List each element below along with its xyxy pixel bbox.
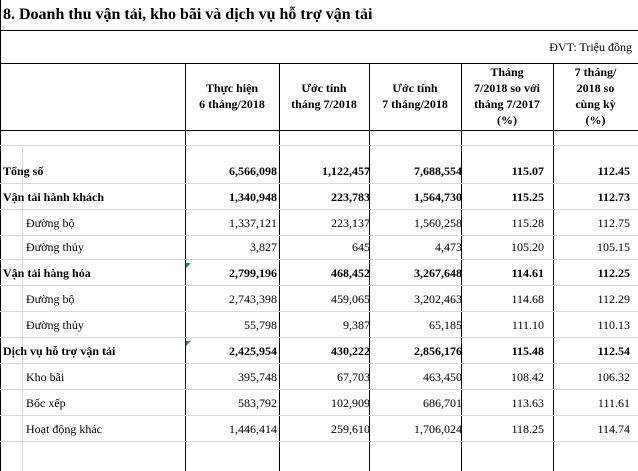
row-label: Bốc xếp	[26, 396, 66, 410]
cell-comment-marker	[186, 263, 191, 268]
row-label: Tổng số	[3, 164, 44, 178]
table-row	[0, 418, 638, 441]
row-label: Vận tải hàng hóa	[3, 266, 91, 280]
cell-value: 65,185	[429, 318, 462, 332]
cell-value: 112.25	[597, 266, 630, 280]
row-label: Kho bãi	[26, 370, 65, 384]
cell-value: 463,450	[423, 370, 462, 384]
cell-value: 112.73	[597, 190, 630, 204]
cell-value: 2,799,196	[229, 266, 277, 280]
column-header: Ước tính tháng 7/2018	[291, 81, 357, 111]
cell-value: 3,827	[250, 240, 277, 254]
cell-value: 1,706,024	[414, 422, 462, 436]
cell-value: 67,703	[337, 370, 370, 384]
grid-line	[0, 183, 638, 184]
cell-value: 3,202,463	[414, 292, 462, 306]
table-title: 8. Doanh thu vận tải, kho bãi và dịch vụ hỗ trợ vận tải	[3, 6, 373, 23]
cell-value: 118.25	[511, 422, 544, 436]
cell-value: 9,387	[343, 318, 370, 332]
table-row	[0, 186, 638, 209]
cell-value: 430,222	[331, 344, 370, 358]
table-row	[0, 314, 638, 337]
grid-line	[0, 441, 638, 442]
border-header-bottom	[0, 130, 638, 131]
cell-value: 686,701	[423, 396, 462, 410]
cell-value: 111.10	[511, 318, 544, 332]
column-header: Tháng 7/2018 so với tháng 7/2017 (%)	[474, 65, 540, 127]
cell-value: 583,792	[238, 396, 277, 410]
cell-value: 115.28	[511, 216, 544, 230]
table-row	[0, 262, 638, 285]
cell-value: 114.68	[511, 292, 544, 306]
row-label: Vận tải hành khách	[3, 190, 105, 204]
row-label: Đường thủy	[26, 240, 84, 254]
row-label: Dịch vụ hỗ trợ vận tải	[3, 344, 116, 358]
cell-value: 105.20	[511, 240, 544, 254]
cell-value: 110.13	[597, 318, 630, 332]
cell-value: 115.07	[511, 164, 544, 178]
cell-value: 112.54	[597, 344, 630, 358]
grid-line	[0, 285, 638, 286]
cell-value: 55,798	[244, 318, 277, 332]
row-label: Đường bộ	[26, 292, 75, 306]
row-label: Đường thủy	[26, 318, 84, 332]
grid-line	[0, 259, 638, 260]
cell-value: 459,065	[331, 292, 370, 306]
table-row	[0, 340, 638, 363]
cell-value: 102,909	[331, 396, 370, 410]
cell-value: 223,137	[331, 216, 370, 230]
cell-value: 1,560,258	[414, 216, 462, 230]
cell-value: 7,688,554	[414, 164, 462, 178]
cell-value: 645	[352, 240, 370, 254]
grid-line	[0, 363, 638, 364]
cell-value: 1,337,121	[229, 216, 277, 230]
cell-value: 112.29	[597, 292, 630, 306]
cell-value: 1,122,457	[322, 164, 370, 178]
cell-value: 105.15	[597, 240, 630, 254]
column-header: 7 tháng/ 2018 so cùng kỳ (%)	[574, 65, 617, 127]
column-header: Ước tính 7 tháng/2018	[382, 81, 448, 111]
cell-value: 114.74	[597, 422, 630, 436]
table-row	[0, 288, 638, 311]
cell-value: 468,452	[331, 266, 370, 280]
table-row	[0, 236, 638, 259]
cell-value: 108.42	[511, 370, 544, 384]
grid-line	[0, 311, 638, 312]
grid-line	[0, 415, 638, 416]
border-title-bottom	[0, 30, 638, 31]
cell-value: 115.25	[511, 190, 544, 204]
table-row	[0, 366, 638, 389]
table-row	[0, 160, 638, 183]
cell-value: 115.48	[511, 344, 544, 358]
cell-value: 259,610	[331, 422, 370, 436]
grid-line	[0, 337, 638, 338]
cell-value: 3,267,648	[414, 266, 462, 280]
unit-label: ĐVT: Triệu đồng	[549, 40, 632, 54]
cell-value: 6,566,098	[229, 164, 277, 178]
cell-value: 106.32	[597, 370, 630, 384]
cell-value: 395,748	[238, 370, 277, 384]
cell-value: 1,446,414	[229, 422, 277, 436]
cell-value: 2,743,398	[229, 292, 277, 306]
cell-value: 2,856,176	[414, 344, 462, 358]
row-label: Hoạt động khác	[26, 422, 102, 436]
cell-value: 1,340,948	[229, 190, 277, 204]
cell-value: 1,564,730	[414, 190, 462, 204]
table-row	[0, 212, 638, 235]
cell-value: 4,473	[435, 240, 462, 254]
cell-value: 112.45	[597, 164, 630, 178]
cell-value: 2,425,954	[229, 344, 277, 358]
grid-line	[0, 209, 638, 210]
cell-value: 223,783	[331, 190, 370, 204]
cell-comment-marker	[186, 341, 191, 346]
row-label: Đường bộ	[26, 216, 75, 230]
column-header: Thực hiện 6 tháng/2018	[199, 81, 265, 111]
cell-value: 113.63	[511, 396, 544, 410]
cell-value: 112.75	[597, 216, 630, 230]
cell-value: 114.61	[511, 266, 544, 280]
table-row	[0, 392, 638, 415]
cell-value: 111.61	[597, 396, 630, 410]
grid-line	[0, 389, 638, 390]
grid-line	[0, 145, 638, 146]
